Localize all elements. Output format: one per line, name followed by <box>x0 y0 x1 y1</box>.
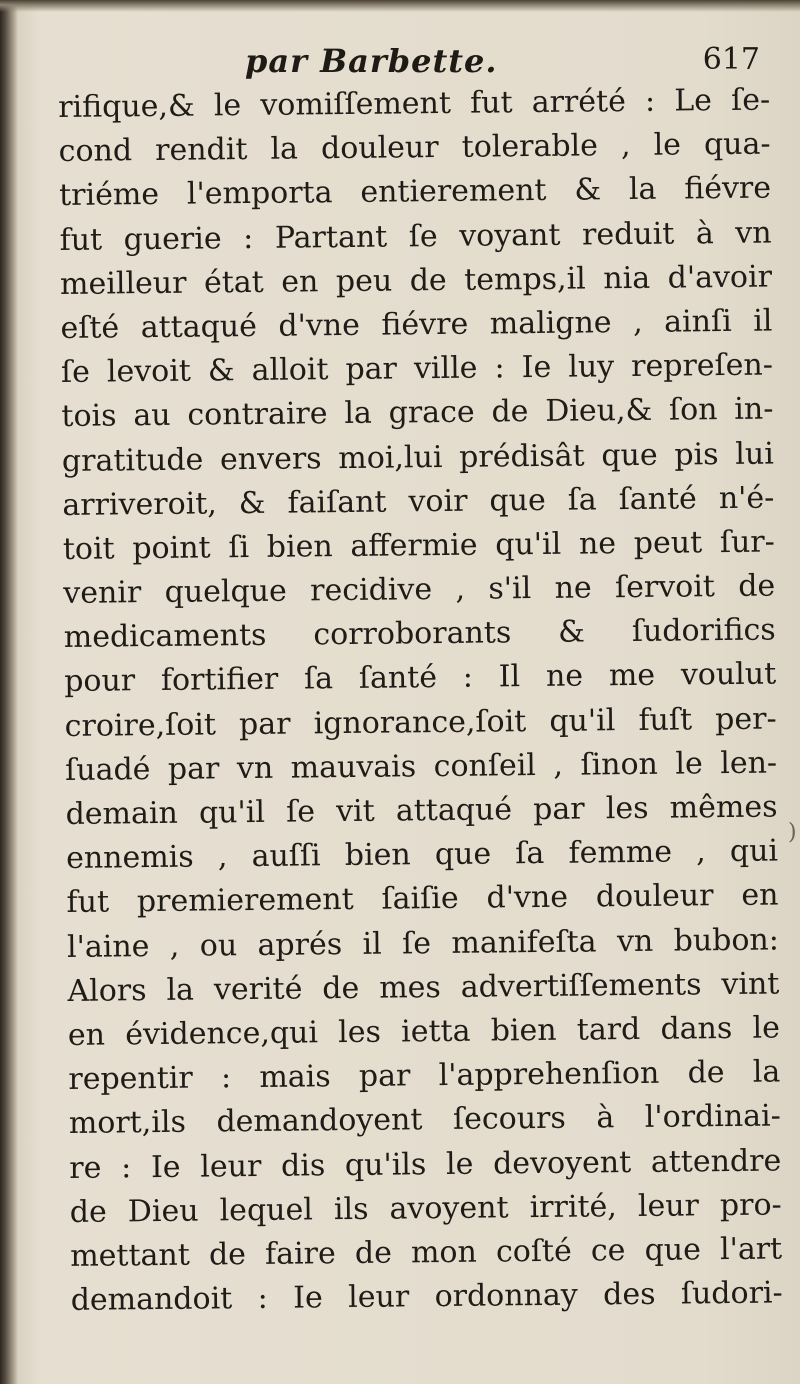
text-line: tois au contraire la grace de Dieu,& ſon in- <box>61 391 774 435</box>
text-line: fut premierement ſaiſie d'vne douleur en <box>66 877 779 921</box>
page-top-edge <box>0 0 800 12</box>
text-line: re : Ie leur dis qu'ils le devoyent attendre <box>69 1142 782 1186</box>
text-line: pour fortifier ſa ſanté : Il ne me voulut <box>64 656 777 700</box>
text-line: rifique,& le vomiſſement fut arrété : Le ſe- <box>58 82 771 125</box>
running-head: par Barbette. <box>245 42 498 80</box>
text-line: fut guerie : Partant ſe voyant reduit à vn <box>59 215 772 258</box>
margin-mark: ) <box>788 820 797 845</box>
text-line: ſuadé par vn mauvais conſeil , ſinon le len- <box>64 745 778 788</box>
page-binding-shadow <box>0 0 18 1384</box>
text-line: gratitude envers moi,lui prédisât que pis lui <box>61 436 775 479</box>
text-line: venir quelque recidive , s'il ne ſervoit de <box>63 568 776 612</box>
text-line: repentir : mais par l'apprehenſion de la <box>68 1054 781 1098</box>
text-line: Alors la verité de mes advertiſſements vint <box>67 966 780 1009</box>
text-line: triéme l'emporta entierement & la fiévre <box>58 170 772 214</box>
text-line: meilleur état en peu de temps,il nia d'avoir <box>59 259 773 302</box>
text-line: demandoit : Ie leur ordonnay des ſudori- <box>70 1275 783 1318</box>
text-line: mettant de faire de mon coſté ce que l'art <box>70 1231 783 1274</box>
text-line: eſté attaqué d'vne fiévre maligne , ainſi il <box>60 303 773 346</box>
page-number: 617 <box>702 42 760 77</box>
text-line: mort,ils demandoyent ſecours à l'ordinai- <box>68 1098 781 1142</box>
text-line: toit point ſi bien affermie qu'il ne peut ſur- <box>62 524 775 567</box>
text-line: l'aine , ou aprés il ſe manifeſta vn bubon: <box>66 922 780 965</box>
text-line: medicaments corroborants & ſudorifics <box>63 612 776 656</box>
body-text <box>58 79 783 1324</box>
text-line: cond rendit la douleur tolerable , le qua- <box>58 126 771 170</box>
text-line: arriveroit, & faiſant voir que ſa ſanté n'é- <box>62 480 775 523</box>
text-line: de Dieu lequel ils avoyent irrité, leur pro- <box>69 1187 782 1230</box>
text-line: ennemis , auſſi bien que ſa femme , qui <box>65 833 779 877</box>
text-line: croire,ſoit par ignorance,ſoit qu'il fuſt per- <box>64 701 777 744</box>
text-line: ſe levoit & alloit par ville : Ie luy repreſen- <box>60 347 774 391</box>
text-line: demain qu'il ſe vit attaqué par les mêmes <box>65 789 778 832</box>
text-line: en évidence,qui les ietta bien tard dans le <box>67 1010 781 1053</box>
